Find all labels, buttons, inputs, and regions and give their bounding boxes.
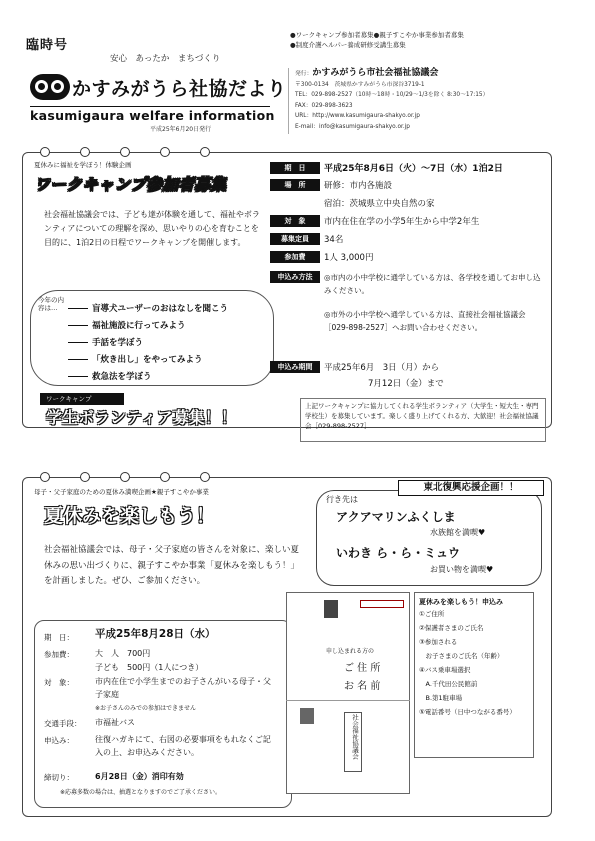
stamp-icon (324, 600, 338, 618)
postcard-address-fields (344, 660, 380, 696)
detail-label: 対 象： (44, 678, 74, 687)
logo-icon (30, 74, 70, 100)
binder-ring-icon (160, 472, 170, 482)
info-value: 1人 3,000円 (324, 253, 374, 263)
info-value: ◎市外の小中学校へ通学している方は、直接社会福祉協議会［029-898-2527］へお問い合わせください。 (324, 310, 526, 332)
form-item: ②保護者さまのご氏名 (419, 624, 484, 632)
workcamp-body: 社会福祉協議会では、子ども達が体験を通して、福祉やボランティアについての理解を深め、思いやりの心を育むことを目的に、1泊2日の日程でワークキャンプを開催します。 (44, 210, 260, 247)
volunteer-note: 上記ワークキャンプに協力してくれる学生ボランティア（大学生・短大生・専門学校生）を募集しています。楽しく盛り上げてくれる方、大歓迎！社会福祉協議会［029-898-2527］ (300, 398, 546, 442)
form-item: ①ご住所 (419, 610, 445, 618)
title-divider (30, 106, 270, 107)
detail-note: ※お子さんのみでの参加はできません (95, 705, 197, 712)
detail-label: 期 日： (44, 633, 74, 642)
info-value: 平成25年8月6日（火）〜7日（水）1泊2日 (324, 164, 503, 174)
detail-value: 大 人 700円 (95, 649, 151, 658)
detail-label: 交通手段： (44, 719, 82, 728)
newsletter-title: かすみがうら社協だより (72, 78, 287, 100)
publisher-label: 発行： (295, 71, 313, 77)
special-issue-badge: 臨時号 (26, 38, 69, 53)
publisher-fax: FAX：029-898-3623 (295, 102, 353, 109)
issue-date: 平成25年6月20日発行 (150, 126, 212, 133)
info-value: 市内在住在学の小学5年生から中学2年生 (324, 217, 480, 227)
dash-icon (68, 376, 88, 377)
destination-label: 行き先は (326, 495, 358, 504)
binder-ring-icon (80, 472, 90, 482)
destination-2: いわき ら・ら・ミュウ (336, 546, 460, 560)
info-value: 研修：市内各施設 (324, 181, 393, 191)
publisher-url[interactable]: URL：http://www.kasumigaura-shakyo.or.jp (295, 113, 420, 119)
publisher-org: かすみがうら市社会福祉協議会 (312, 68, 439, 78)
publisher-tel: TEL：029-898-2527（10時〜18時・10/29〜1/3を除く 8:30〜17:15） (295, 92, 489, 98)
destination-2-note: お買い物を満喫♥ (430, 565, 494, 574)
binder-ring-icon (80, 147, 90, 157)
toc-item: ●ワークキャンプ参加者募集●親子すこやか事業参加者募集 (290, 31, 464, 39)
destination-1: アクアマリンふくしま (336, 510, 456, 524)
detail-value: 子ども 500円（1人につき） (95, 663, 204, 672)
volunteer-banner: ワークキャンプ (40, 393, 124, 405)
dash-icon (68, 325, 88, 326)
form-item: B.第1駐車場 (419, 694, 463, 702)
info-label: 期 日 (270, 162, 320, 174)
detail-value: 6月28日（金）消印有効 (95, 772, 184, 781)
tagline: 安心 あったか まちづくり (110, 54, 221, 64)
binder-ring-icon (120, 472, 130, 482)
content-list-label: 今年の内容は… (38, 296, 64, 312)
info-value: 7月12日（金）まで (368, 379, 444, 389)
form-title: 夏休みを楽しもう！申込み (419, 598, 503, 606)
form-item: お子さまのご氏名（年齢） (419, 652, 504, 660)
list-item: 盲導犬ユーザーのおはなしを聞こう (68, 302, 228, 314)
detail-note: ※応募多数の場合は、抽選となりますのでご了承ください。 (60, 789, 222, 796)
application-form (414, 592, 534, 758)
detail-label: 参加費： (44, 650, 74, 659)
publisher-address: 〒300-0134 茨城県かすみがうら市深谷3719-1 (295, 81, 425, 88)
detail-value: 市福祉バス (95, 718, 135, 727)
summer-body: 社会福祉協議会では、母子・父子家庭の皆さんを対象に、楽しい夏休みの思い出づくりに、親子すこやか事業「夏休みを楽しもう！」を計画しました。ぜひ、ご参加ください。 (44, 545, 300, 586)
binder-ring-icon (200, 472, 210, 482)
binder-ring-icon (160, 147, 170, 157)
publisher-info (288, 68, 550, 134)
stamp-icon (300, 708, 314, 724)
dash-icon (68, 359, 88, 360)
form-item: ④バス乗車場選択 (419, 666, 471, 674)
binder-ring-icon (120, 147, 130, 157)
workcamp-kicker: 夏休みに福祉を学ぼう！体験企画 (34, 161, 132, 169)
info-label: 申込み方法 (270, 271, 320, 283)
postcard-address: ご 住 所 (344, 663, 381, 674)
list-item: 手話を学ぼう (68, 336, 143, 348)
form-item: ⑤電話番号（日中つながる番号） (419, 708, 516, 716)
table-of-contents (290, 30, 550, 50)
info-value: ◎市内の小中学校に通学している方は、各学校を通してお申し込みください。 (324, 273, 541, 295)
summer-kicker: 母子・父子家庭のための夏休み満喫企画★親子すこやか事業 (34, 488, 209, 496)
detail-label: 締切り： (44, 773, 74, 782)
detail-label: 申込み： (44, 736, 74, 745)
info-label: 対 象 (270, 215, 320, 227)
return-address: 社会福祉協議会 (344, 712, 362, 772)
list-item: 「炊き出し」をやってみよう (68, 353, 203, 365)
dash-icon (68, 308, 88, 309)
tohoku-badge: 東北復興応援企画！！ (398, 480, 544, 496)
info-label: 場 所 (270, 179, 320, 191)
destination-1-note: 水族館を満喫♥ (430, 528, 486, 537)
newsletter-title-roman: kasumigaura welfare information (30, 108, 275, 123)
list-item: 救急法を学ぼう (68, 370, 152, 382)
detail-value: 市内在住で小学生までのお子さんがいる母子・父子家庭 (95, 677, 271, 699)
form-item: ③参加される (419, 638, 458, 646)
info-label: 申込み期間 (270, 361, 320, 373)
detail-value: 平成25年8月28日（水） (95, 628, 216, 640)
binder-ring-icon (40, 472, 50, 482)
summer-title: 夏休みを楽しもう！ (44, 505, 216, 527)
info-label: 参加費 (270, 251, 320, 263)
binder-ring-icon (40, 147, 50, 157)
postcard-name: お 名 前 (344, 681, 381, 692)
list-item: 福祉施設に行ってみよう (68, 319, 186, 331)
toc-item: ●制度介護ヘルパー養成研修受講生募集 (290, 41, 406, 49)
postal-code-box (360, 600, 404, 608)
info-value: 平成25年6月 3日（月）から (324, 363, 440, 373)
dash-icon (68, 342, 88, 343)
form-item: A.千代田公民館前 (419, 680, 478, 688)
postcard-address-label: 申し込まれる方の (326, 648, 375, 655)
publisher-email[interactable]: E-mail：info@kasumigaura-shakyo.or.jp (295, 123, 410, 130)
detail-value: 往復ハガキにて、右図の必要事項をもれなくご記入の上、お申込みください。 (95, 735, 271, 757)
info-label: 募集定員 (270, 233, 320, 245)
binder-ring-icon (200, 147, 210, 157)
volunteer-title: 学生ボランティア募集！！ (46, 408, 237, 427)
workcamp-title: ワークキャンプ参加者募集 (34, 175, 227, 194)
info-value: 34名 (324, 235, 344, 245)
info-value: 宿泊：茨城県立中央自然の家 (324, 199, 435, 209)
